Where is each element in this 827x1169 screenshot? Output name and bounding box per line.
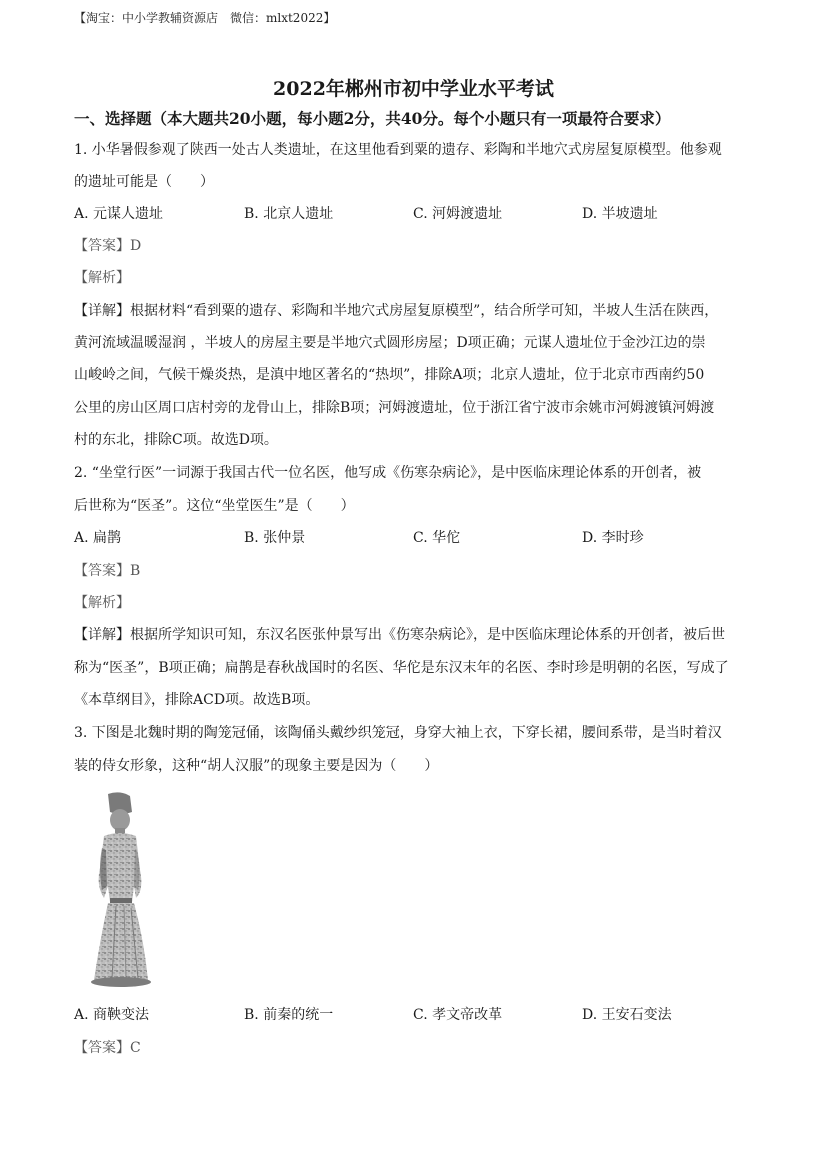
q1-option-b: B. 北京人遗址	[244, 206, 334, 222]
section-heading: 一、选择题（本大题共20小题，每小题2分，共40分。每个小题只有一项最符合要求）	[74, 109, 671, 128]
q2-answer: 【答案】B	[74, 563, 141, 579]
q1-detail-line-1: 【详解】根据材料“看到粟的遗存、彩陶和半地穴式房屋复原模型”，结合所学可知，半坡人生活在陕西，	[74, 303, 719, 319]
q2-option-c: C. 华佗	[413, 530, 461, 546]
q1-detail-line-5: 村的东北，排除C项。故选D项。	[74, 432, 278, 448]
q2-stem-line-1: 2. “坐堂行医”一词源于我国古代一位名医，他写成《伤寒杂病论》，是中医临床理论体系的开创者，被	[74, 465, 702, 481]
pottery-figurine-image	[74, 790, 164, 992]
q2-option-d: D. 李时珍	[582, 530, 644, 546]
q2-stem-line-2: 后世称为“医圣”。这位“坐堂医生”是（ ）	[74, 498, 355, 514]
q2-detail-line-3: 《本草纲目》，排除ACD项。故选B项。	[74, 692, 320, 708]
q1-detail-line-4: 公里的房山区周口店村旁的龙骨山上，排除B项；河姆渡遗址，位于浙江省宁波市余姚市河姆渡镇河姆渡	[74, 400, 715, 416]
page-title: 2022年郴州市初中学业水平考试	[273, 78, 554, 100]
q3-option-b: B. 前秦的统一	[244, 1007, 334, 1023]
q1-stem-line-2: 的遗址可能是（ ）	[74, 174, 214, 190]
q2-detail-line-2: 称为“医圣”，B项正确；扁鹊是春秋战国时的名医、华佗是东汉末年的名医、李时珍是明朝的名医，写成了	[74, 660, 729, 676]
q3-answer: 【答案】C	[74, 1040, 141, 1056]
q3-stem-line-2: 装的侍女形象，这种“胡人汉服”的现象主要是因为（ ）	[74, 758, 439, 774]
q3-option-c: C. 孝文帝改革	[413, 1007, 503, 1023]
q2-option-b: B. 张仲景	[244, 530, 306, 546]
header-note: 【淘宝：中小学教辅资源店 微信：mlxt2022】	[74, 11, 336, 25]
q1-analysis-label: 【解析】	[74, 270, 130, 286]
q2-analysis-label: 【解析】	[74, 595, 130, 611]
q1-option-a: A. 元谋人遗址	[74, 206, 164, 222]
q3-option-a: A. 商鞅变法	[74, 1007, 150, 1023]
q1-detail-line-2: 黄河流域温暖湿润 ，半坡人的房屋主要是半地穴式圆形房屋；D项正确；元谋人遗址位于金沙江边的崇	[74, 335, 706, 351]
q2-option-a: A. 扁鹊	[74, 530, 122, 546]
q3-option-d: D. 王安石变法	[582, 1007, 672, 1023]
q1-option-d: D. 半坡遗址	[582, 206, 658, 222]
q1-answer: 【答案】D	[74, 238, 142, 254]
q2-detail-line-1: 【详解】根据所学知识可知，东汉名医张仲景写出《伤寒杂病论》，是中医临床理论体系的开创者，被后世	[74, 627, 725, 643]
q1-detail-line-3: 山峻岭之间，气候干燥炎热，是滇中地区著名的“热坝”，排除A项；北京人遗址，位于北京市西南约50	[74, 367, 705, 383]
q1-stem-line-1: 1. 小华暑假参观了陕西一处古人类遗址，在这里他看到粟的遗存、彩陶和半地穴式房屋复原模型。他参观	[74, 142, 722, 158]
q3-stem-line-1: 3. 下图是北魏时期的陶笼冠俑，该陶俑头戴纱织笼冠，身穿大袖上衣，下穿长裙，腰间系带，是当时着汉	[74, 725, 722, 741]
q1-option-c: C. 河姆渡遗址	[413, 206, 503, 222]
